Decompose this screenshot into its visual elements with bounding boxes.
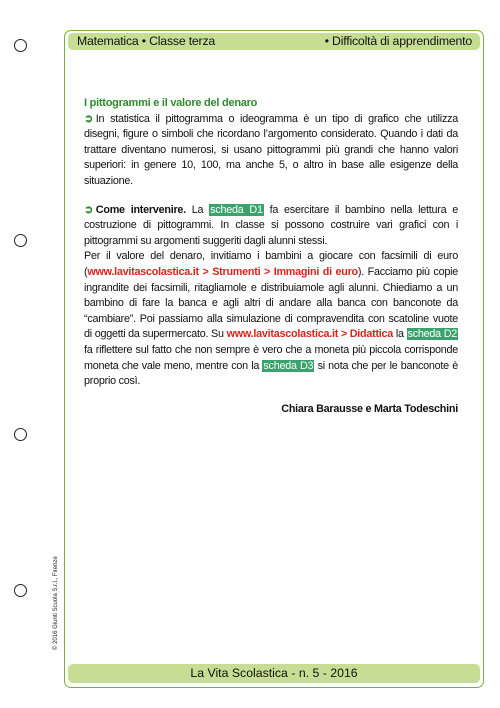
header-bar: [68, 33, 480, 50]
footer-issue: La Vita Scolastica - n. 5 - 2016: [190, 666, 358, 680]
binder-hole-3: [14, 428, 27, 441]
euro-images-link[interactable]: www.lavitascolastica.it > Strumenti > Immagini di euro: [87, 265, 358, 278]
intervention-lead: Come intervenire.: [95, 203, 186, 216]
arrow-bullet-icon: ➲: [84, 203, 93, 216]
binder-hole-1: [14, 39, 27, 52]
binder-hole-4: [14, 584, 27, 597]
footer-bar: [68, 664, 480, 683]
header-subject: Matematica • Classe terza: [77, 34, 216, 48]
article: [84, 96, 458, 417]
arrow-bullet-icon: ➲: [84, 112, 93, 125]
scheda-d2-link[interactable]: scheda D2: [407, 328, 458, 341]
binder-hole-2: [14, 234, 27, 247]
scheda-d1-link[interactable]: scheda D1: [210, 203, 263, 216]
paragraph-money: Per il valore del denaro, invitiamo i bambini a giocare con facsimili di euro (www.lavitascolastica.it > Strumenti > Immagini di euro). Facciamo più copie ingrandite dei facsimili, ritagliamole e distribuiamole agli alunni. Chiediamo a un bambino di fare la banca e agli altri di andare alla banca con banconote da “cambiare”. Poi passiamo alla simulazione di compravendita con scatoline vuote di oggetti da supermercato. Su www.lavitascolastica.it > Didattica la scheda D2 fa riflettere sul fatto che non sempre è vero che a moneta più piccola corrisponde moneta che vale meno, mentre con la scheda D3 si nota che per le banconote è proprio così.: [84, 250, 458, 388]
paragraph-intervention: ➲ Come intervenire. La scheda D1 fa esercitare il bambino nella lettura e costruzione di pittogrammi. In classe si possono costruire vari grafici con i pittogrammi su argomenti suggeriti dagli alunni stessi.: [84, 203, 458, 247]
author-signature: Chiara Barausse e Marta Todeschini: [281, 402, 458, 415]
didattica-link[interactable]: www.lavitascolastica.it > Didattica: [226, 328, 394, 341]
scheda-d3-link[interactable]: scheda D3: [263, 359, 314, 372]
article-title: I pittogrammi e il valore del denaro: [84, 97, 258, 109]
header-topic: • Difficoltà di apprendimento: [324, 34, 472, 48]
copyright-note: © 2016 Giunti Scuola S.r.l., Firenze: [53, 556, 59, 650]
paragraph-definition: ➲ In statistica il pittogramma o ideogramma è un tipo di grafico che utilizza disegni, figure o simboli che ricordano l’argomento considerato. Quando i dati da trattare diventano numerosi, si usano pittogrammi più grandi che hanno valori superiori: in genere 10, 100, ma anche 5, o altro in base alle esigenze della situazione.: [84, 112, 458, 187]
